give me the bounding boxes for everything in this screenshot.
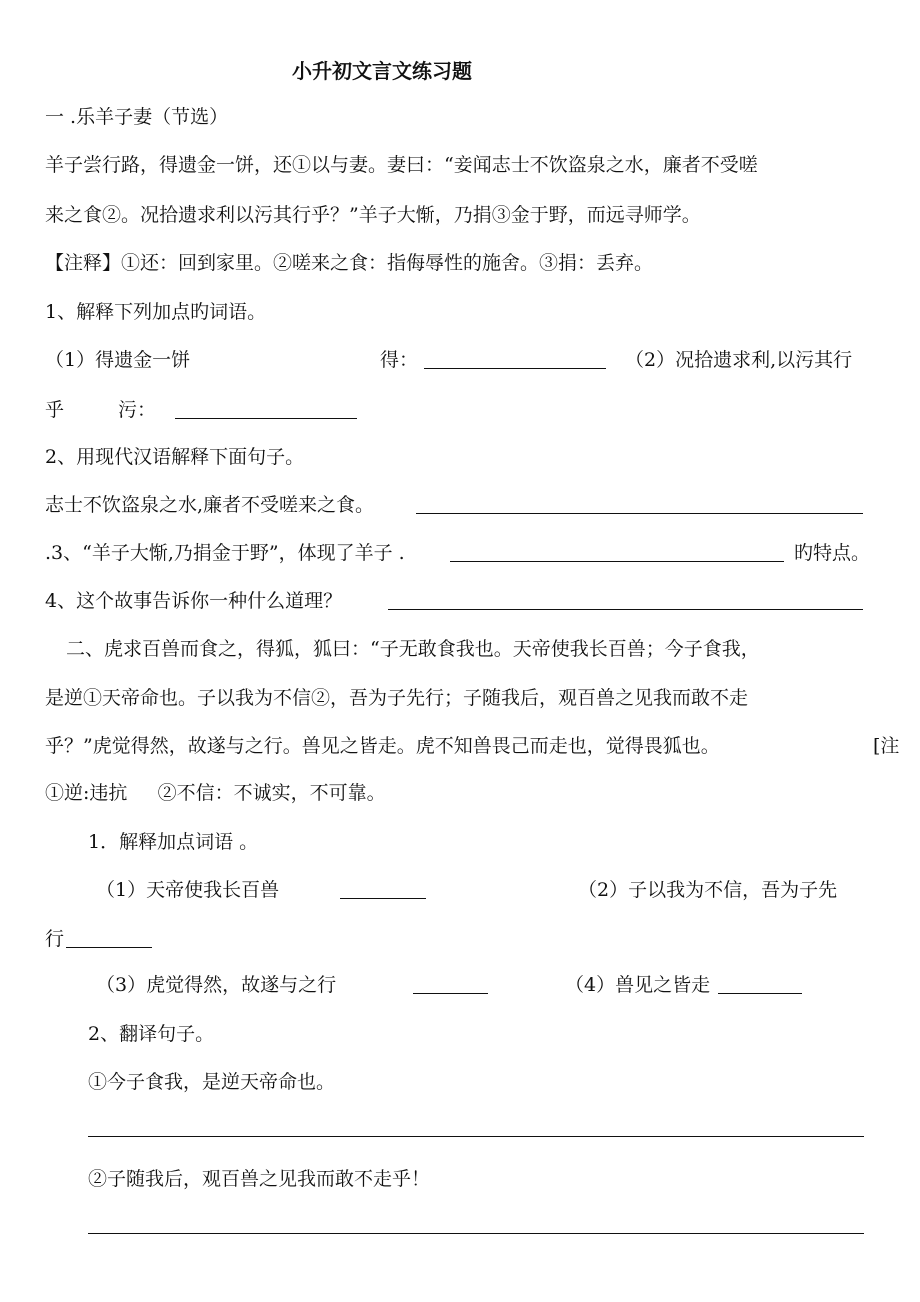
s1-q3-suffix: 旳特点。 (794, 542, 871, 564)
s1-q4-answer-blank[interactable] (388, 589, 863, 610)
s2-q2a: ①今子食我，是逆天帝命也。 (88, 1071, 336, 1093)
s1-question-1: 1、解释下列加点旳词语。 (45, 301, 267, 323)
s2-q1a-answer-blank[interactable] (340, 878, 426, 899)
s1-q1b-answer-blank[interactable] (175, 398, 357, 419)
s2-q2b-answer-line[interactable] (88, 1233, 864, 1234)
s1-question-2: 2、用现代汉语解释下面句子。 (45, 446, 305, 468)
s2-question-2: 2、翻译句子。 (88, 1023, 215, 1045)
section2-text-line1: 二、虎求百兽而食之，得狐，狐曰：“子无敢食我也。天帝使我长百兽；今子食我， (66, 638, 760, 660)
s1-q1b-cont: 乎 (45, 399, 65, 421)
section2-text-line3: 乎？”虎觉得然，故遂与之行。兽见之皆走。虎不知兽畏己而走也，觉得畏狐也。 (45, 735, 720, 757)
s2-q1b-cont: 行 (45, 928, 65, 950)
s2-q1d: （4）兽见之皆走 (565, 974, 711, 996)
s1-q1a: （1）得遗金一饼 (45, 349, 191, 371)
section1-heading: 一 .乐羊子妻（节选） (45, 106, 229, 128)
section1-text-line2: 来之食②。况拾遗求利以污其行乎？”羊子大惭，乃捐③金于野，而远寻师学。 (45, 204, 701, 226)
section1-notes: 【注释】①还：回到家里。②嗟来之食：指侮辱性的施舍。③捐：丢弃。 (45, 252, 654, 274)
s1-q3-answer-blank[interactable] (450, 541, 784, 562)
section1-text-line1: 羊子尝行路，得遗金一饼，还①以与妻。妻曰：“妾闻志士不饮盗泉之水，廉者不受嗟 (45, 154, 758, 176)
section2-text-line3-tail: [注 (873, 735, 900, 757)
s1-q2-sentence: 志士不饮盗泉之水,廉者不受嗟来之食。 (45, 494, 375, 516)
s1-q1a-answer-blank[interactable] (424, 348, 606, 369)
s2-question-1: 1．解释加点词语 。 (88, 831, 259, 853)
s2-q1a: （1）天帝使我长百兽 (96, 879, 280, 901)
s1-q1a-word: 得： (380, 349, 419, 371)
page-title: 小升初文言文练习题 (292, 59, 472, 83)
s2-q1d-answer-blank[interactable] (718, 973, 802, 994)
s1-q1b: （2）况拾遗求利,以污其行 (625, 349, 853, 371)
s2-q2b: ②子随我后，观百兽之见我而敢不走乎！ (88, 1168, 431, 1190)
s1-q2-answer-blank[interactable] (416, 493, 863, 514)
section2-notes: ①逆:违抗 ②不信：不诚实，不可靠。 (45, 782, 386, 804)
s1-question-3: .3、“羊子大惭,乃捐金于野”，体现了羊子 . (45, 542, 405, 564)
section2-text-line2: 是逆①天帝命也。子以我为不信②，吾为子先行；子随我后，观百兽之见我而敢不走 (45, 687, 749, 709)
s2-q1c-answer-blank[interactable] (413, 973, 488, 994)
s1-question-4: 4、这个故事告诉你一种什么道理？ (45, 590, 343, 612)
s2-q2a-answer-line[interactable] (88, 1136, 864, 1137)
s2-q1b: （2）子以我为不信，吾为子先 (578, 879, 838, 901)
s2-q1b-answer-blank[interactable] (66, 927, 152, 948)
s2-q1c: （3）虎觉得然，故遂与之行 (96, 974, 337, 996)
s1-q1b-word: 污： (118, 399, 157, 421)
